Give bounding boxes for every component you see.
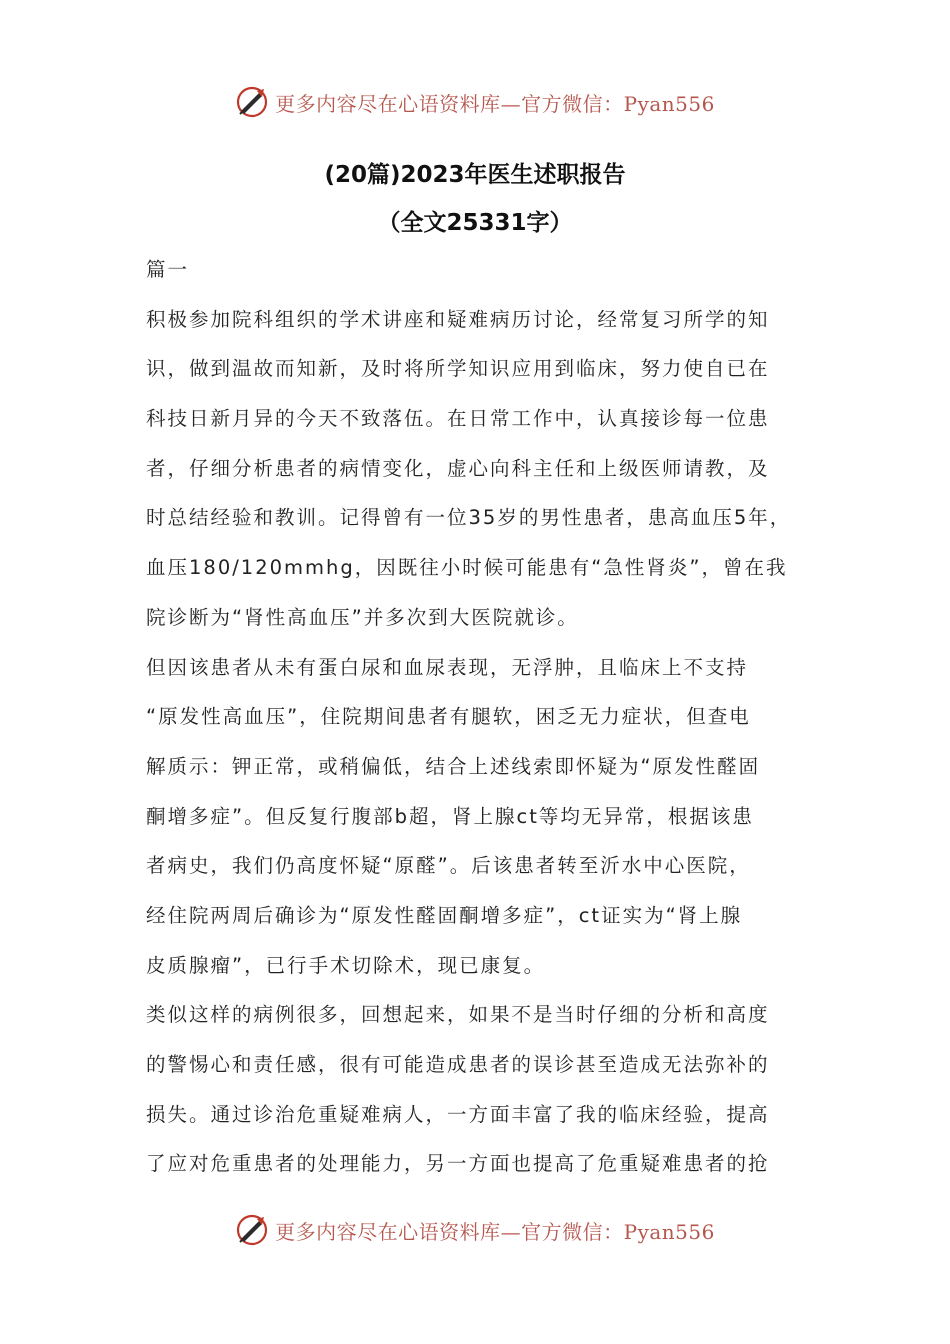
document-title: (20篇)2023年医生述职报告: [324, 162, 626, 188]
watermark-text: 更多内容尽在心语资料库—官方微信：Pyan556: [275, 91, 715, 116]
body-line: 者病史，我们仍高度怀疑“原醛”。后该患者转至沂水中心医院，: [146, 854, 751, 878]
quill-pen-logo-icon: [235, 1213, 269, 1247]
body-line: 解质示：钾正常，或稍偏低，结合上述线索即怀疑为“原发性醛固: [146, 754, 761, 778]
quill-pen-logo-icon: [235, 85, 269, 119]
watermark-text: 更多内容尽在心语资料库—官方微信：Pyan556: [275, 1219, 715, 1244]
body-line: 经住院两周后确诊为“原发性醛固酮增多症”，ct证实为“肾上腺: [146, 903, 743, 927]
body-line: 血压180/120mmhg，因既往小时候可能患有“急性肾炎”，曾在我: [146, 556, 788, 580]
body-line: 院诊断为“肾性高血压”并多次到大医院就诊。: [146, 605, 579, 629]
body-line: 时总结经验和教训。记得曾有一位35岁的男性患者，患高血压5年，: [146, 506, 792, 530]
body-line: 酮增多症”。但反复行腹部b超，肾上腺ct等均无异常，根据该患: [146, 804, 754, 828]
section-heading: 篇一: [146, 258, 190, 281]
header-watermark-banner: [0, 80, 950, 124]
body-line: 但因该患者从未有蛋白尿和血尿表现，无浮肿，且临床上不支持: [146, 655, 749, 679]
footer-watermark-banner: [0, 1208, 950, 1252]
document-subtitle: （全文25331字）: [377, 210, 573, 236]
body-line: 者，仔细分析患者的病情变化，虚心向科主任和上级医师请教，及: [146, 456, 770, 480]
body-line: “原发性高血压”，住院期间患者有腿软，困乏无力症状，但查电: [146, 705, 751, 729]
body-line: 皮质腺瘤”，已行手术切除术，现已康复。: [146, 953, 546, 977]
body-line: 类似这样的病例很多，回想起来，如果不是当时仔细的分析和高度: [146, 1003, 770, 1027]
body-line: 识，做到温故而知新，及时将所学知识应用到临床，努力使自已在: [146, 357, 770, 381]
document-body: [146, 245, 810, 1189]
body-line: 科技日新月异的今天不致落伍。在日常工作中，认真接诊每一位患: [146, 407, 770, 431]
body-line: 积极参加院科组织的学术讲座和疑难病历讨论，经常复习所学的知: [146, 307, 770, 331]
body-line: 了应对危重患者的处理能力，另一方面也提高了危重疑难患者的抢: [146, 1152, 770, 1176]
body-line: 损失。通过诊治危重疑难病人，一方面丰富了我的临床经验，提高: [146, 1102, 770, 1126]
body-line: 的警惕心和责任感，很有可能造成患者的误诊甚至造成无法弥补的: [146, 1053, 770, 1076]
